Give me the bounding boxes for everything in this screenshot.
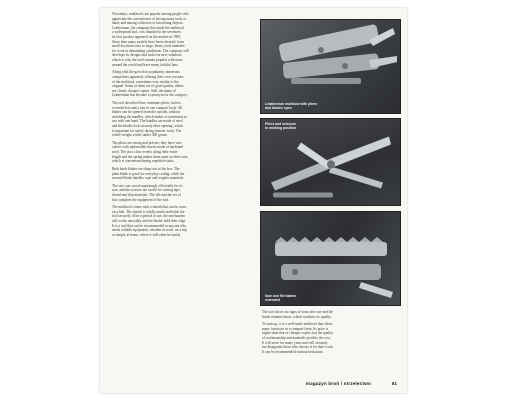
article-text-line: The multitool comes with a sheath that can be worn xyxy=(112,205,187,210)
multitool-illustration xyxy=(261,20,400,113)
article-text-line: Since then many models have been released, from xyxy=(112,39,185,44)
caption-line: Leatherman multitool with pliers xyxy=(265,101,318,106)
article-text-line: not disappoint those who choose it for their work. xyxy=(262,345,334,350)
article-text-line: It can be recommended without hesitation. xyxy=(262,349,324,354)
caption-line: Saw and file blades xyxy=(265,293,297,298)
article-text-line: on a belt. The sheath is solidly made and holds the xyxy=(112,209,185,214)
article-text-line: length and the spring makes them open on their own, xyxy=(112,154,189,159)
photo-2-caption xyxy=(265,122,296,130)
article-right-column xyxy=(262,310,399,376)
article-text-line: cutters with replaceable inserts made of hardened xyxy=(112,145,184,150)
article-text-line: screwdrivers and a saw in one compact body. All xyxy=(112,105,183,110)
article-text-line: bits complete the equipment of the tool. xyxy=(112,197,170,202)
article-text-line: or simply at home, where it will often be useful. xyxy=(112,232,182,237)
article-text-line: of the multitool, sometimes very similar to the xyxy=(112,79,179,84)
article-text-line: which is why the tools remain popular with users xyxy=(112,58,183,63)
magazine-brand: magazyn broń i strzelectwo xyxy=(305,381,371,386)
page-number: 61 xyxy=(391,381,397,386)
photo-pliers-scissors xyxy=(260,118,401,206)
article-text-line: use with one hand. The handles are made of steel xyxy=(112,119,183,124)
caption-line: in working position xyxy=(265,126,297,131)
article-text-line: steel. The jaws close evenly along their entire xyxy=(112,150,178,155)
article-text-line: Both knife blades are sharp out of the box. The xyxy=(112,166,180,171)
article-text-line: its first product appeared on the market in 1983. xyxy=(112,35,182,40)
article-text-line: The tool described here combines pliers, knives, xyxy=(112,100,182,105)
article-text-line: To sum up, it is a well-made multitool that offers xyxy=(262,322,333,327)
article-text-line: Leatherman has become a synonym for the category. xyxy=(112,93,188,98)
article-text-line: for work in demanding conditions. The company still xyxy=(112,48,189,53)
article-text-line: original. Some of them are of good quality, others xyxy=(112,84,184,89)
article-text-line: The saw cuts wood surprisingly efficiently for its xyxy=(112,183,183,188)
article-text-line: competitors appeared, offering their own versions xyxy=(112,74,184,79)
photo-1-caption xyxy=(265,102,317,110)
article-text-line: The tool shows no signs of wear after use and the xyxy=(262,310,334,314)
article-text-line: higher than that of cheaper copies, but the quality xyxy=(262,331,334,336)
caption-line: extended xyxy=(265,297,280,302)
article-text-line: Leatherman, the company that made the multitool xyxy=(112,25,184,30)
article-text-line: tool securely. After a period of use, the mechanism xyxy=(112,214,186,219)
magazine-page xyxy=(100,8,407,393)
article-text-line: It is a tool that can be recommended to anyone who xyxy=(112,223,187,228)
article-text-line: serrated blade handles rope and tougher materials. xyxy=(112,176,185,181)
article-text-line: appreciate the convenience of having many tools at xyxy=(112,16,186,21)
article-text-line: plain blade is good for everyday cutting, while the xyxy=(112,171,185,176)
article-text-line: small keychain ones to large, heavy tools intended xyxy=(112,44,185,49)
article-text-line: which is convenient during repetitive tasks. xyxy=(112,159,175,164)
article-text-line: Along with the growth in popularity, numerous xyxy=(112,70,180,75)
article-text-line: still works smoothly and the blades hold their edge. xyxy=(112,218,187,223)
article-text-line: needs reliable equipment, whether at work, on a trip xyxy=(112,228,187,233)
article-text-line: The pliers are strong and precise; they have wire xyxy=(112,140,182,145)
article-text-line: and the blades lock securely after opening, which xyxy=(112,124,184,129)
article-text-line: a widespread tool, was founded in the seventies; xyxy=(112,30,182,35)
article-text-line: is important for safety during heavier work. The xyxy=(112,128,182,133)
article-text-line: Nowadays, multitools are popular among people who xyxy=(112,12,189,16)
caption-line: Pliers and scissors xyxy=(265,122,296,126)
photo-saw-blade xyxy=(260,211,401,306)
article-text-line: finish remains intact, which confirms its quality. xyxy=(262,314,332,319)
photo-3-caption xyxy=(265,294,296,302)
pliers-illustration xyxy=(261,119,400,206)
article-text-line: whole weighs a little under 300 grams. xyxy=(112,133,168,138)
article-text-line: of workmanship and materials justifies the cost. xyxy=(262,336,331,341)
photo-multitool-open xyxy=(260,19,401,114)
article-text-line: develops its designs and looks for new solutions, xyxy=(112,53,183,58)
article-left-column xyxy=(112,12,256,374)
article-text-line: It will serve for many years and will certainly xyxy=(262,340,328,345)
article-text-line: around the world and have many faithful fans. xyxy=(112,62,179,67)
article-text-line: size, and the scissors are useful for cutting tape, xyxy=(112,188,181,193)
article-text-line: hand, and among collectors of interesting objects. xyxy=(112,21,184,26)
article-text-line: blades can be opened from the outside, without xyxy=(112,110,180,115)
article-text-line: are clearly cheaper copies. Still, the name of xyxy=(112,88,176,93)
article-text-line: many functions in a compact form. Its price is xyxy=(262,326,329,331)
article-text-line: thread and thin materials. The file and the set of xyxy=(112,192,181,197)
caption-line: and blades open xyxy=(265,105,292,110)
article-text-line: unfolding the handles, which makes it convenient to xyxy=(112,114,188,119)
saw-illustration xyxy=(261,212,400,305)
